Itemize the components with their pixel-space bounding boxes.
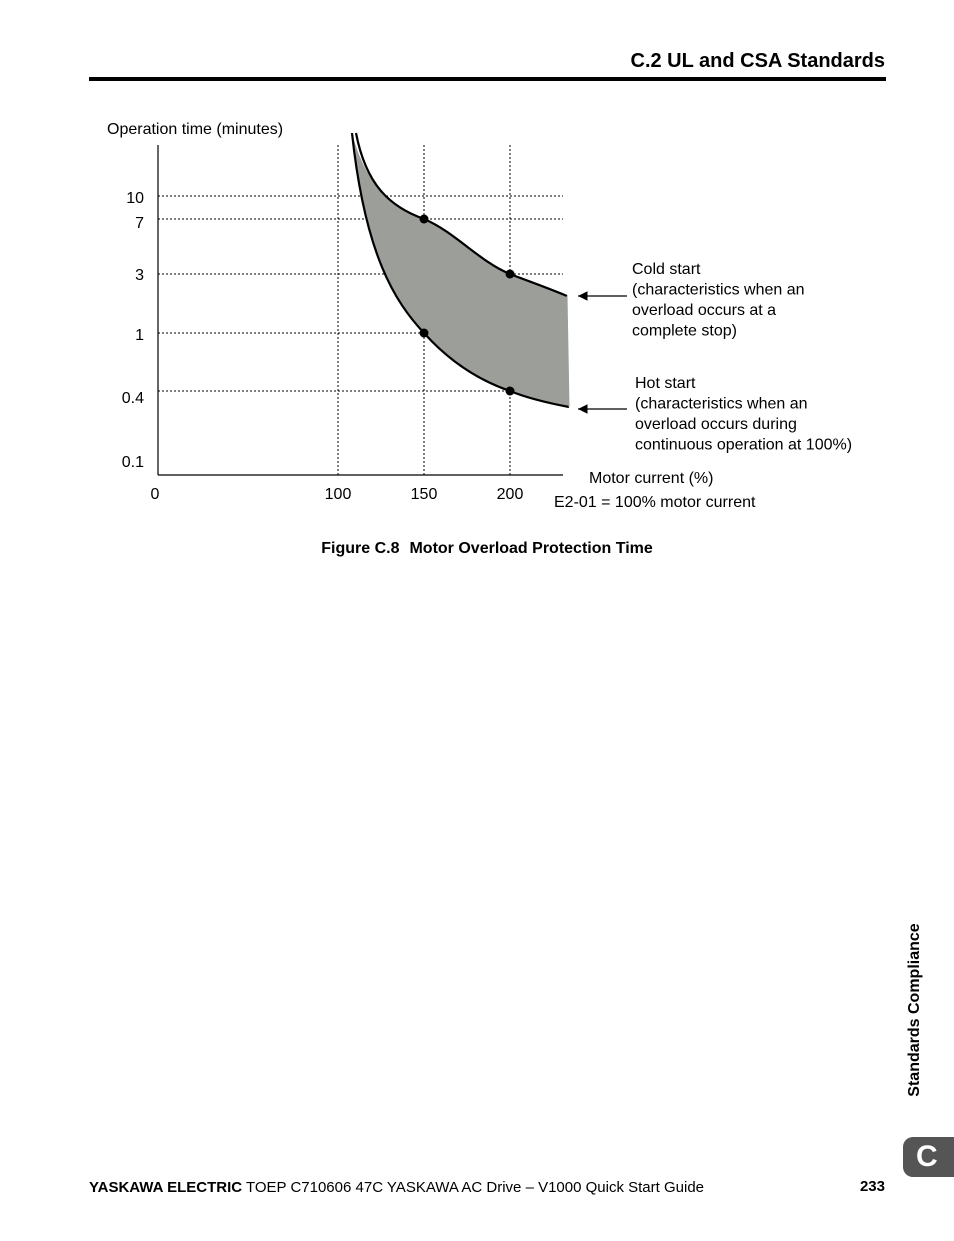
cold-start-annotation-line: complete stop)	[632, 322, 737, 340]
footer	[89, 1179, 704, 1196]
side-section-label: Standards Compliance	[906, 923, 923, 1097]
x-tick-label: 150	[410, 486, 438, 503]
y-tick-label: 3	[135, 267, 144, 284]
hot-start-annotation-line: (characteristics when an	[635, 395, 808, 413]
chapter-tab: C	[903, 1137, 954, 1177]
y-tick-label: 1	[135, 327, 144, 344]
data-point-hot-200	[506, 387, 515, 396]
y-tick-label: 0.4	[121, 390, 144, 407]
section-title: C.2 UL and CSA Standards	[630, 50, 885, 72]
x-tick-label: 100	[324, 486, 352, 503]
y-tick-label: 0.1	[121, 454, 144, 471]
figure-caption	[0, 540, 954, 558]
footer-doc: TOEP C710606 47C YASKAWA AC Drive – V1000 Quick Start Guide	[245, 1179, 704, 1196]
hot-start-annotation-line: Hot start	[635, 375, 696, 392]
overload-chart	[0, 0, 954, 560]
hot-start-annotation-line: overload occurs during	[635, 416, 797, 433]
x-axis-note: E2-01 = 100% motor current	[554, 494, 756, 511]
data-point-cold-200	[506, 270, 515, 279]
annotations	[578, 261, 852, 454]
page-number: 233	[859, 1178, 885, 1195]
x-tick-label: 0	[150, 486, 160, 503]
y-axis-title: Operation time (minutes)	[107, 121, 284, 138]
hot-start-annotation-line: continuous operation at 100%)	[635, 436, 853, 454]
cold-start-annotation-line: (characteristics when an	[632, 281, 805, 299]
cold-start-annotation-line: overload occurs at a	[632, 302, 777, 319]
footer-brand: YASKAWA ELECTRIC	[89, 1179, 243, 1196]
figure-caption-text: Motor Overload Protection Time	[409, 540, 653, 557]
y-tick-label: 10	[126, 190, 144, 207]
x-tick-label: 200	[496, 486, 524, 503]
figure-number: Figure C.8	[321, 540, 400, 557]
cold-start-annotation-line: Cold start	[632, 261, 701, 278]
x-axis-title: Motor current (%)	[589, 470, 714, 487]
data-point-cold-150	[420, 215, 429, 224]
data-point-hot-150	[420, 329, 429, 338]
y-tick-label: 7	[135, 215, 144, 232]
